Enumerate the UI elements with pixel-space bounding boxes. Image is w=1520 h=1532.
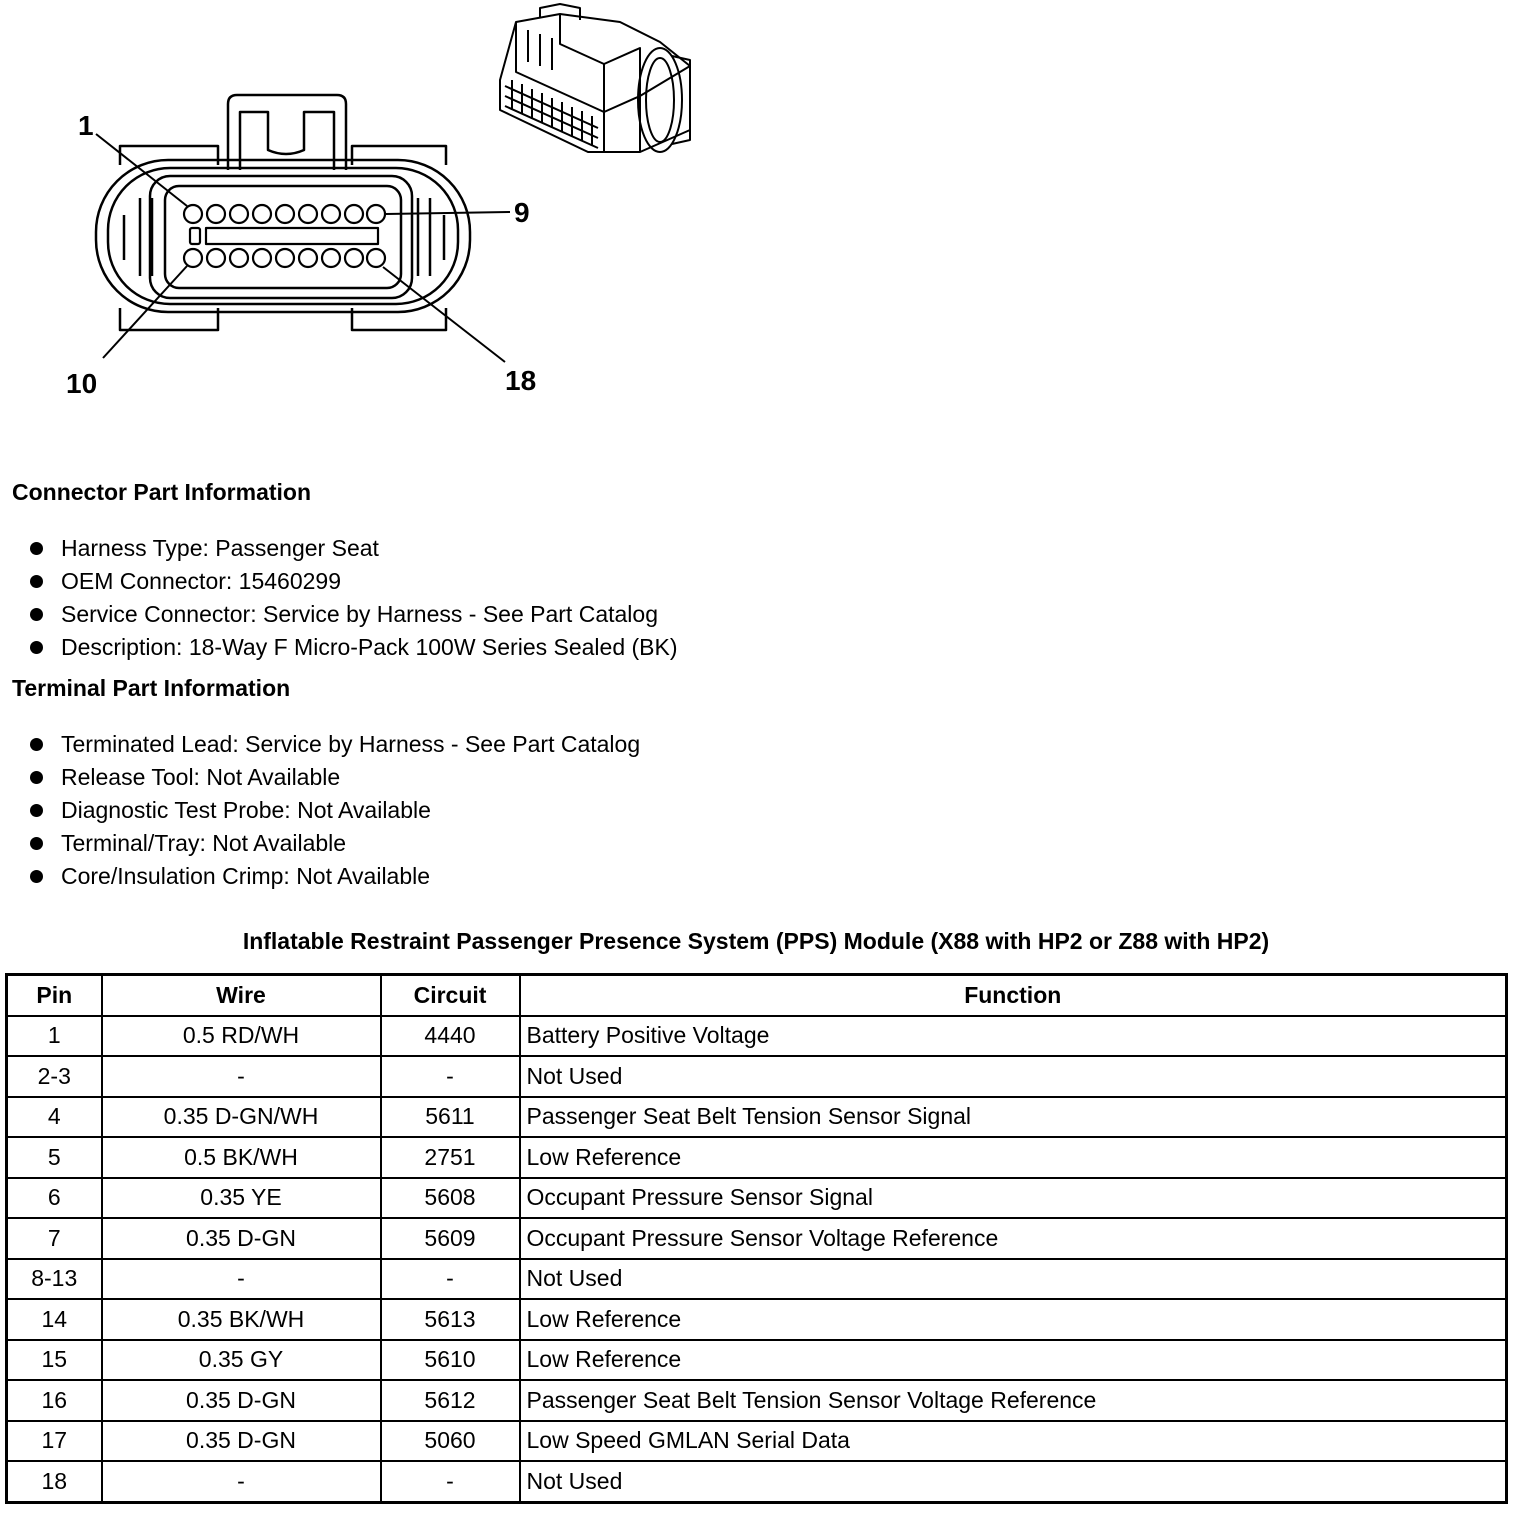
function-cell: Occupant Pressure Sensor Signal: [520, 1178, 1507, 1219]
connector-tabs: [120, 146, 446, 330]
pin-cell: 4: [7, 1097, 102, 1138]
pin-cavity-1: [184, 205, 202, 223]
bullet-icon: [30, 771, 43, 784]
table-row: [7, 1016, 1507, 1057]
wire-cell: 0.35 D-GN: [102, 1218, 381, 1259]
pin-cavity-11: [207, 249, 225, 267]
bullet-icon: [30, 870, 43, 883]
pin-cavity-12: [230, 249, 248, 267]
column-header-wire: Wire: [102, 975, 381, 1016]
wire-cell: 0.35 D-GN/WH: [102, 1097, 381, 1138]
circuit-cell: 5612: [381, 1380, 520, 1421]
pin-cavity-10: [184, 249, 202, 267]
circuit-cell: 5610: [381, 1340, 520, 1381]
bullet-icon: [30, 837, 43, 850]
pin-cavity-18: [367, 249, 385, 267]
circuit-cell: -: [381, 1056, 520, 1097]
list-item: Harness Type: Passenger Seat: [30, 532, 678, 565]
pin-cell: 17: [7, 1421, 102, 1462]
connector-info-list: [30, 532, 678, 664]
circuit-cell: 5060: [381, 1421, 520, 1462]
pin-cavities: [184, 205, 385, 267]
wire-cell: 0.35 GY: [102, 1340, 381, 1381]
wire-cell: 0.35 BK/WH: [102, 1299, 381, 1340]
table-row: [7, 1097, 1507, 1138]
bullet-icon: [30, 608, 43, 621]
wire-cell: 0.35 YE: [102, 1178, 381, 1219]
pin-cavity-7: [322, 205, 340, 223]
pin-cavity-17: [345, 249, 363, 267]
wire-cell: 0.5 RD/WH: [102, 1016, 381, 1057]
function-cell: Battery Positive Voltage: [520, 1016, 1507, 1057]
wire-cell: 0.5 BK/WH: [102, 1137, 381, 1178]
wire-cell: -: [102, 1461, 381, 1502]
wire-cell: 0.35 D-GN: [102, 1380, 381, 1421]
pin-cavity-16: [322, 249, 340, 267]
terminal-info-heading: Terminal Part Information: [12, 675, 291, 701]
pin-cavity-6: [299, 205, 317, 223]
pin-cavity-4: [253, 205, 271, 223]
pin-cell: 1: [7, 1016, 102, 1057]
wire-cell: 0.35 D-GN: [102, 1421, 381, 1462]
column-header-pin: Pin: [7, 975, 102, 1016]
pin-cell: 2-3: [7, 1056, 102, 1097]
pin-table-title: Inflatable Restraint Passenger Presence System (PPS) Module (X88 with HP2 or Z88 with HP2): [242, 928, 1270, 954]
function-cell: Occupant Pressure Sensor Voltage Reference: [520, 1218, 1507, 1259]
function-cell: Low Reference: [520, 1137, 1507, 1178]
pin-cell: 15: [7, 1340, 102, 1381]
connector-diagram: [0, 0, 760, 420]
table-row: [7, 1340, 1507, 1381]
column-header-circuit: Circuit: [381, 975, 520, 1016]
bullet-icon: [30, 804, 43, 817]
table-row: [7, 1421, 1507, 1462]
bullet-icon: [30, 738, 43, 751]
function-cell: Passenger Seat Belt Tension Sensor Signal: [520, 1097, 1507, 1138]
list-item: OEM Connector: 15460299: [30, 565, 678, 598]
circuit-cell: -: [381, 1259, 520, 1300]
pin-cell: 14: [7, 1299, 102, 1340]
pin-cell: 7: [7, 1218, 102, 1259]
circuit-cell: 5611: [381, 1097, 520, 1138]
pin-cavity-13: [253, 249, 271, 267]
function-cell: Low Reference: [520, 1299, 1507, 1340]
connector-housing: [96, 160, 470, 312]
connector-info-heading: Connector Part Information: [12, 479, 312, 505]
list-item: Service Connector: Service by Harness - See Part Catalog: [30, 598, 678, 631]
table-row: [7, 1056, 1507, 1097]
circuit-cell: 4440: [381, 1016, 520, 1057]
pin-cavity-5: [276, 205, 294, 223]
list-item: Core/Insulation Crimp: Not Available: [30, 860, 640, 893]
table-row: [7, 1218, 1507, 1259]
pin-cavity-2: [207, 205, 225, 223]
pin-callout-18: 18: [505, 365, 537, 396]
list-item: Diagnostic Test Probe: Not Available: [30, 794, 640, 827]
pin-cavity-14: [276, 249, 294, 267]
table-row: [7, 1461, 1507, 1502]
list-item: Terminal/Tray: Not Available: [30, 827, 640, 860]
wire-cell: -: [102, 1056, 381, 1097]
pin-callout-1: 1: [78, 110, 94, 141]
pin-cell: 18: [7, 1461, 102, 1502]
table-row: [7, 1259, 1507, 1300]
function-cell: Low Reference: [520, 1340, 1507, 1381]
pin-cell: 16: [7, 1380, 102, 1421]
bullet-icon: [30, 641, 43, 654]
connector-isometric-illustration: [500, 4, 690, 152]
wire-cell: -: [102, 1259, 381, 1300]
pin-cavity-8: [345, 205, 363, 223]
circuit-cell: 5608: [381, 1178, 520, 1219]
circuit-cell: 2751: [381, 1137, 520, 1178]
function-cell: Passenger Seat Belt Tension Sensor Voltage Reference: [520, 1380, 1507, 1421]
pin-cavity-9: [367, 205, 385, 223]
pin-cavity-15: [299, 249, 317, 267]
function-cell: Not Used: [520, 1056, 1507, 1097]
list-item: Terminated Lead: Service by Harness - See Part Catalog: [30, 728, 640, 761]
table-row: [7, 1299, 1507, 1340]
pin-callout-9: 9: [514, 197, 530, 228]
function-cell: Not Used: [520, 1259, 1507, 1300]
function-cell: Not Used: [520, 1461, 1507, 1502]
bullet-icon: [30, 575, 43, 588]
table-row: [7, 1380, 1507, 1421]
column-header-function: Function: [520, 975, 1507, 1016]
circuit-cell: -: [381, 1461, 520, 1502]
list-item: Description: 18-Way F Micro-Pack 100W Series Sealed (BK): [30, 631, 678, 664]
circuit-cell: 5613: [381, 1299, 520, 1340]
pin-cell: 5: [7, 1137, 102, 1178]
table-row: [7, 1178, 1507, 1219]
table-row: [7, 1137, 1507, 1178]
bullet-icon: [30, 542, 43, 555]
list-item: Release Tool: Not Available: [30, 761, 640, 794]
pin-cell: 8-13: [7, 1259, 102, 1300]
pin-cavity-3: [230, 205, 248, 223]
function-cell: Low Speed GMLAN Serial Data: [520, 1421, 1507, 1462]
pin-cell: 6: [7, 1178, 102, 1219]
terminal-info-list: [30, 728, 640, 893]
table-header-row: [7, 975, 1507, 1016]
pin-callout-10: 10: [66, 368, 98, 399]
circuit-cell: 5609: [381, 1218, 520, 1259]
pin-table: [5, 973, 1508, 1504]
